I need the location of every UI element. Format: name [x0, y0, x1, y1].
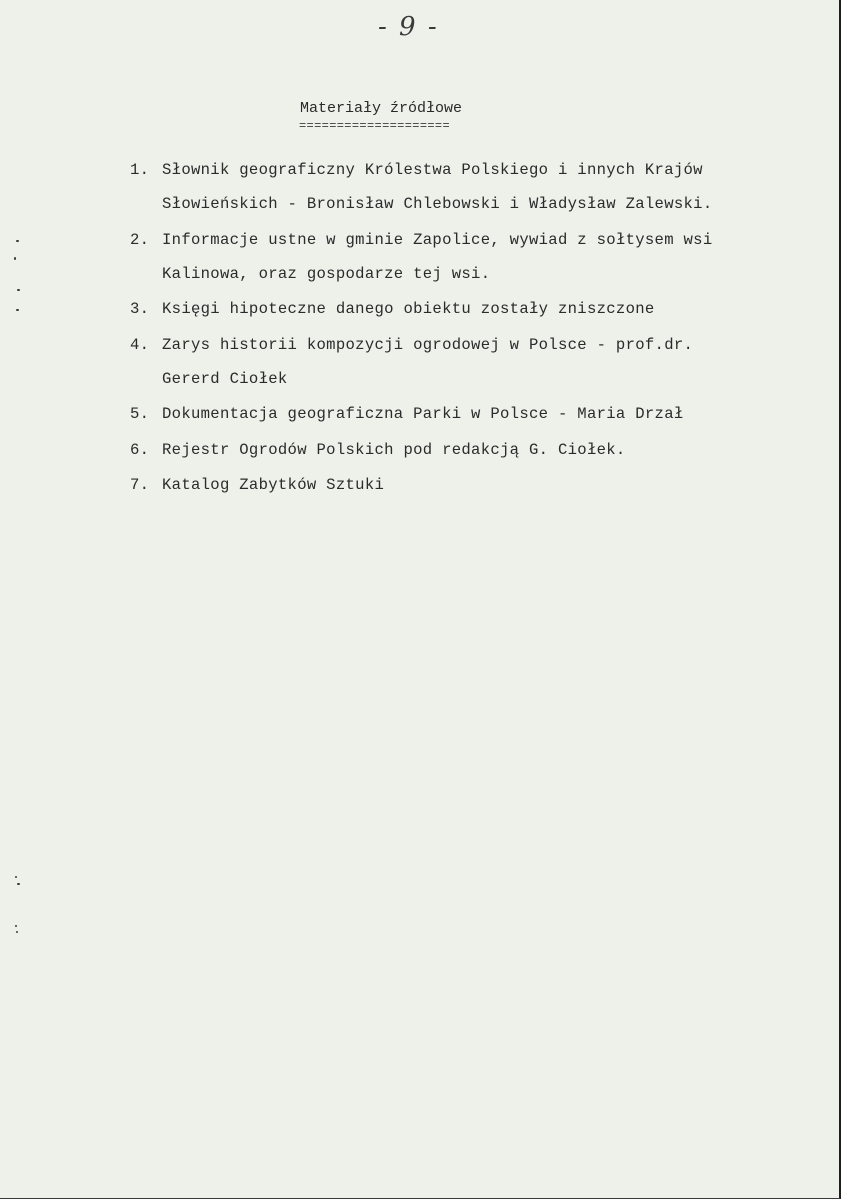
- margin-mark: [16, 931, 18, 933]
- list-item-text: Katalog Zabytków Sztuki: [162, 476, 385, 494]
- list-item-text: Dokumentacja geograficzna Parki w Polsce - Maria Drzał: [162, 405, 684, 423]
- list-item-text: Informacje ustne w gminie Zapolice, wywiad z sołtysem wsi: [162, 230, 713, 249]
- source-list: [130, 153, 810, 504]
- margin-mark: [17, 289, 20, 291]
- title-underline: ====================: [299, 119, 451, 133]
- margin-mark: [17, 883, 20, 885]
- margin-mark: [16, 240, 19, 242]
- list-item-text: Księgi hipoteczne danego obiektu zostały zniszczone: [162, 300, 655, 318]
- list-item-number: 2.: [130, 230, 150, 249]
- list-item-text: Rejestr Ogrodów Polskich pod redakcją G. Ciołek.: [162, 440, 626, 459]
- list-item-text: Zarys historii kompozycji ogrodowej w Polsce - prof.dr.: [162, 335, 694, 354]
- margin-mark: [16, 309, 19, 311]
- list-item-text: Słowieńskich - Bronisław Chlebowski i Władysław Zalewski.: [162, 195, 713, 213]
- list-item: [130, 292, 810, 326]
- list-item-number: 1.: [130, 161, 150, 179]
- list-item-text: Gererd Ciołek: [162, 369, 288, 388]
- margin-mark: [15, 876, 17, 878]
- list-item: [130, 153, 810, 221]
- list-item: [130, 433, 810, 467]
- page-title: Materiały źródłowe: [300, 100, 463, 117]
- list-item: [130, 468, 810, 502]
- list-item-text: Kalinowa, oraz gospodarze tej wsi.: [162, 264, 491, 283]
- margin-mark: [15, 925, 17, 927]
- list-item-number: 4.: [130, 335, 150, 354]
- list-item-text: Słownik geograficzny Królestwa Polskiego i innych Krajów: [162, 161, 703, 179]
- list-item: [130, 223, 810, 291]
- list-item-number: 7.: [130, 476, 150, 494]
- list-item-number: 3.: [130, 300, 150, 318]
- list-item-number: 6.: [130, 440, 150, 459]
- margin-mark: [14, 257, 16, 260]
- list-item: [130, 397, 810, 431]
- page-number: - 9 -: [378, 12, 439, 42]
- list-item: [130, 328, 810, 396]
- list-item-number: 5.: [130, 405, 150, 423]
